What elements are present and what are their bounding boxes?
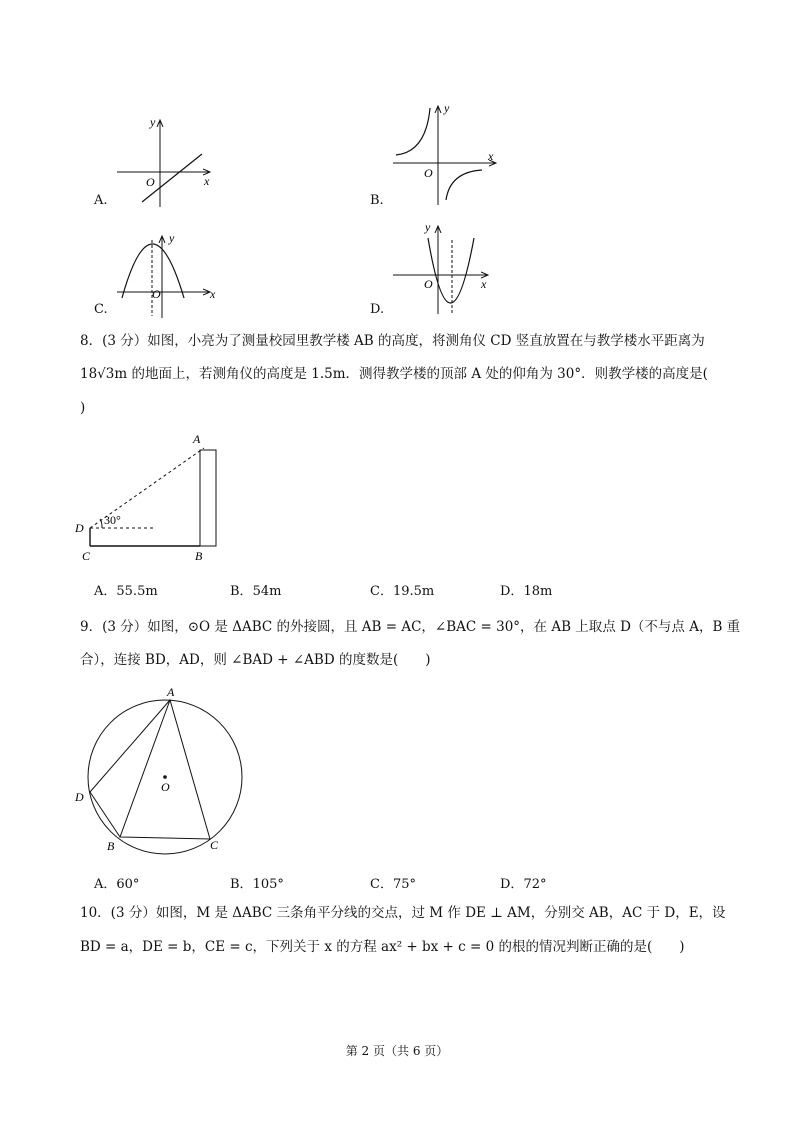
option-value: 54m (252, 584, 282, 599)
point-b-label: B (107, 839, 115, 853)
axis-y-label: y (425, 220, 431, 234)
option-value: 19.5m (392, 584, 435, 599)
axis-x-label: x (481, 277, 487, 291)
axis-x-label: x (204, 174, 210, 188)
option-value: 75° (392, 877, 416, 892)
option-letter: C． (370, 877, 393, 892)
axis-x-label: x (488, 149, 494, 163)
option-letter: A． (94, 877, 117, 892)
q8-option-a[interactable] (94, 580, 158, 599)
q8-text-line-1: 8．(3 分）如图，小亮为了测量校园里教学楼 AB 的高度，将测角仪 CD 竖直放置在与教学楼水平距离为 (80, 333, 705, 349)
point-a-label: A (167, 685, 175, 699)
option-label-d: D. (370, 302, 385, 317)
q9-option-d[interactable] (500, 873, 546, 892)
point-d-label: D (75, 790, 84, 804)
option-letter: B． (230, 877, 253, 892)
graph-a (112, 112, 222, 212)
option-value: 18m (523, 584, 553, 599)
q8-text-line-3: ) (80, 400, 86, 416)
origin-label: O (424, 166, 433, 180)
graph-d (388, 218, 500, 318)
origin-label: O (424, 277, 433, 291)
option-letter: D． (500, 877, 524, 892)
angle-label: 30° (104, 513, 121, 527)
option-letter: C． (370, 584, 393, 599)
origin-label: O (146, 175, 155, 189)
point-b-label: B (195, 549, 203, 563)
q8-option-b[interactable] (230, 580, 281, 599)
axis-y-label: y (169, 231, 175, 245)
point-d-label: D (75, 521, 84, 535)
option-letter: B． (230, 584, 253, 599)
q9-option-a[interactable] (94, 873, 139, 892)
q10-text-line-1: 10．(3 分）如图，M 是 ΔABC 三条角平分线的交点，过 M 作 DE ⊥ AM，分别交 AB，AC 于 D，E，设 (80, 905, 726, 921)
graph-c (112, 230, 224, 320)
q9-option-c[interactable] (370, 873, 416, 892)
option-label-b: B. (370, 193, 384, 208)
point-o-label: O (161, 780, 170, 794)
point-a-label: A (193, 432, 201, 446)
q8-option-d[interactable] (500, 580, 552, 599)
axis-x-label: x (210, 287, 216, 301)
q9-text-line-1: 9．(3 分）如图，⊙O 是 ΔABC 的外接圆，且 AB = AC，∠BAC = 30°，在 AB 上取点 D（不与点 A，B 重 (80, 619, 741, 635)
option-letter: A． (94, 584, 117, 599)
point-c-label: C (82, 549, 91, 563)
option-letter: D． (500, 584, 524, 599)
option-value: 105° (252, 877, 284, 892)
q8-figure (72, 428, 242, 568)
q9-option-b[interactable] (230, 873, 284, 892)
q9-text-line-2: 合），连接 BD，AD，则 ∠BAD + ∠ABD 的度数是( ) (80, 652, 431, 668)
graph-b (388, 100, 508, 210)
option-label-a: A. (94, 193, 108, 208)
option-value: 72° (523, 877, 547, 892)
origin-label: O (152, 287, 161, 301)
q8-text-line-2: 18√3m 的地面上，若测角仪的高度是 1.5m．测得教学楼的顶部 A 处的仰角为 30°．则教学楼的高度是( (80, 366, 708, 382)
page-footer: 第 2 页（共 6 页） (345, 1044, 449, 1058)
q8-option-c[interactable] (370, 580, 434, 599)
q9-figure (72, 683, 252, 858)
option-label-c: C. (94, 302, 108, 317)
axis-y-label: y (150, 115, 156, 129)
option-value: 55.5m (116, 584, 158, 599)
point-c-label: C (210, 838, 219, 852)
q10-text-line-2: BD = a，DE = b，CE = c，下列关于 x 的方程 ax² + bx + c = 0 的根的情况判断正确的是( ) (80, 939, 685, 955)
option-value: 60° (116, 877, 140, 892)
axis-y-label: y (444, 101, 450, 115)
